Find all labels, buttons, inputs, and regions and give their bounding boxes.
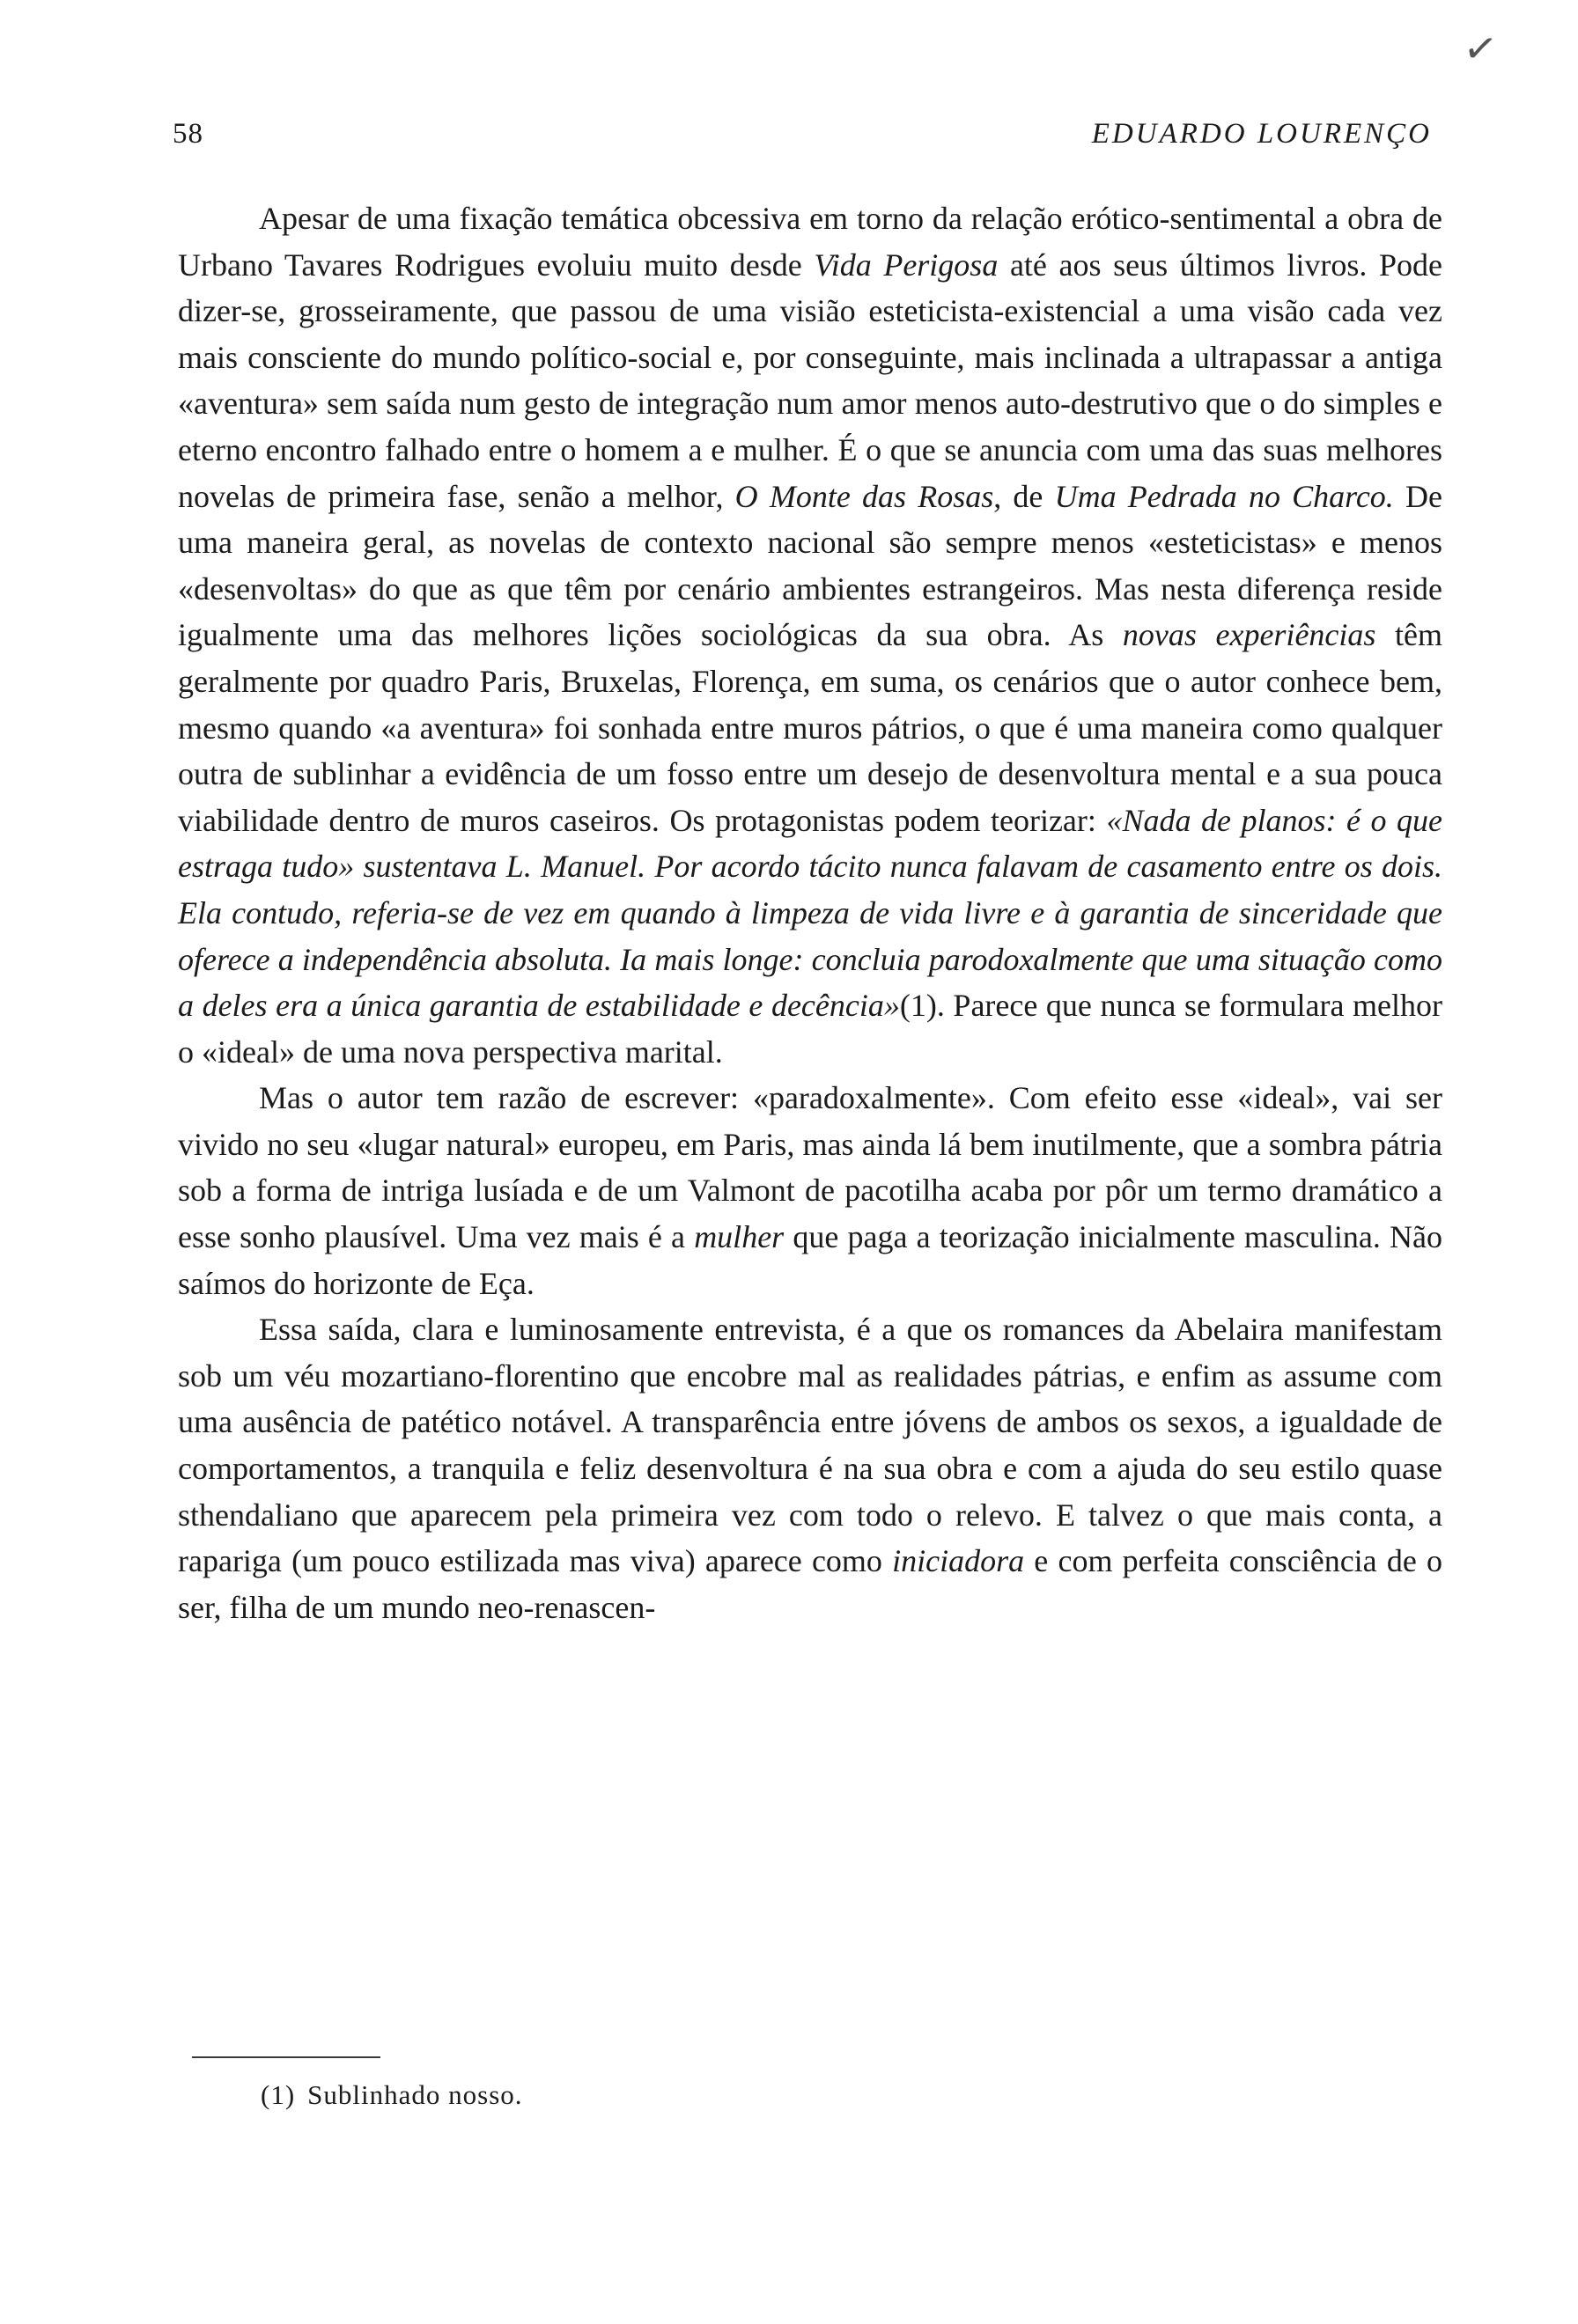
- emphasis: novas experiências: [1122, 617, 1376, 653]
- paragraph-1: [178, 195, 1442, 1075]
- text-run: , de: [993, 478, 1055, 514]
- quotation: «Nada de planos: é o que estraga tudo» sustentava L. Manuel. Por acordo tácito nunca falavam de casamento entre os dois. Ela contudo, referia-se de vez em quando à limpeza de vida livre e à garantia de sinceridade que oferece a independência absoluta. Ia mais longe: concluia parodoxalmente que uma situação como a deles era a única garantia de estabilidade e decência»: [178, 802, 1443, 1024]
- footnote-text: Sublinhado nosso.: [307, 2079, 523, 2110]
- paragraph-2: [178, 1075, 1442, 1306]
- footnote-reference: (1): [899, 988, 937, 1024]
- book-title: Uma Pedrada no Charco.: [1054, 478, 1394, 514]
- text-run: e com perfeita consciência de o ser, filha de um mundo neo-renascen-: [178, 1543, 1442, 1625]
- running-head: EDUARDO LOURENÇO: [1091, 118, 1432, 150]
- emphasis: iniciadora: [892, 1543, 1025, 1579]
- paragraph-3: [178, 1306, 1442, 1630]
- text-run: até aos seus últimos livros. Pode dizer-se, grosseiramente, que passou de uma visião esteticista-existencial a uma visão cada vez mais consciente do mundo político-social e, por conseguinte, mais inclinada a ultrapassar a antiga «aventura» sem saída num gesto de integração num amor menos auto-destrutivo que o do simples e eterno encontro falhado entre o homem a e mulher. É o que se anuncia com uma das suas melhores novelas de primeira fase, senão a melhor,: [178, 246, 1443, 514]
- footnote-marker: (1): [261, 2079, 296, 2110]
- emphasis: mulher: [694, 1219, 785, 1255]
- page-number: 58: [173, 118, 203, 150]
- book-title: Vida Perigosa: [814, 246, 999, 283]
- text-run: Mas o autor tem razão de escrever: «paradoxalmente». Com efeito esse «ideal», vai ser vivido no seu «lugar natural» europeu, em Paris, mas ainda lá bem inutilmente, que a sombra pátria sob a forma de intriga lusíada e de um Valmont de pacotilha acaba por pôr um termo dramático a esse sonho plausível. Uma vez mais é a: [178, 1080, 1442, 1255]
- page-header: [173, 113, 1432, 158]
- text-run: De uma maneira geral, as novelas de contexto nacional são sempre menos «esteticistas» e menos «desenvoltas» do que as que têm por cenário ambientes estrangeiros. Mas nesta diferença reside igualmente uma das melhores lições sociológicas da sua obra. As: [178, 478, 1442, 653]
- margin-check-mark: ✓: [1460, 24, 1501, 74]
- text-run: Apesar de uma fixação temática obcessiva em torno da relação erótico-sentimental a obra de Urbano Tavares Rodrigues evoluiu muito desde: [178, 201, 1442, 283]
- text-run: que paga a teorização inicialmente masculina. Não saímos do horizonte de Eça.: [178, 1219, 1443, 1301]
- footnote: [261, 2079, 523, 2111]
- body-text: [178, 195, 1442, 1630]
- text-run: . Parece que nunca se formulara melhor o «ideal» de uma nova perspectiva marital.: [178, 988, 1442, 1070]
- footnote-divider: [192, 2056, 380, 2058]
- text-run: Essa saída, clara e luminosamente entrevista, é a que os romances da Abelaira manifestam sob um véu mozartiano-florentino que encobre mal as realidades pátrias, e enfim as assume com uma ausência de patético notável. A transparência entre jóvens de ambos os sexos, a igualdade de comportamentos, a tranquila e feliz desenvoltura é na sua obra e com a ajuda do seu estilo quase sthendaliano que aparecem pela primeira vez com todo o relevo. E talvez o que mais conta, a rapariga (um pouco estilizada mas viva) aparece como: [178, 1312, 1442, 1579]
- text-run: têm geralmente por quadro Paris, Bruxelas, Florença, em suma, os cenários que o autor conhece bem, mesmo quando «a aventura» foi sonhada entre muros pátrios, o que é uma maneira como qualquer outra de sublinhar a evidência de um fosso entre um desejo de desenvoltura mental e a sua pouca viabilidade dentro de muros caseiros. Os protagonistas podem teorizar:: [178, 617, 1443, 838]
- book-title: O Monte das Rosas: [734, 478, 994, 514]
